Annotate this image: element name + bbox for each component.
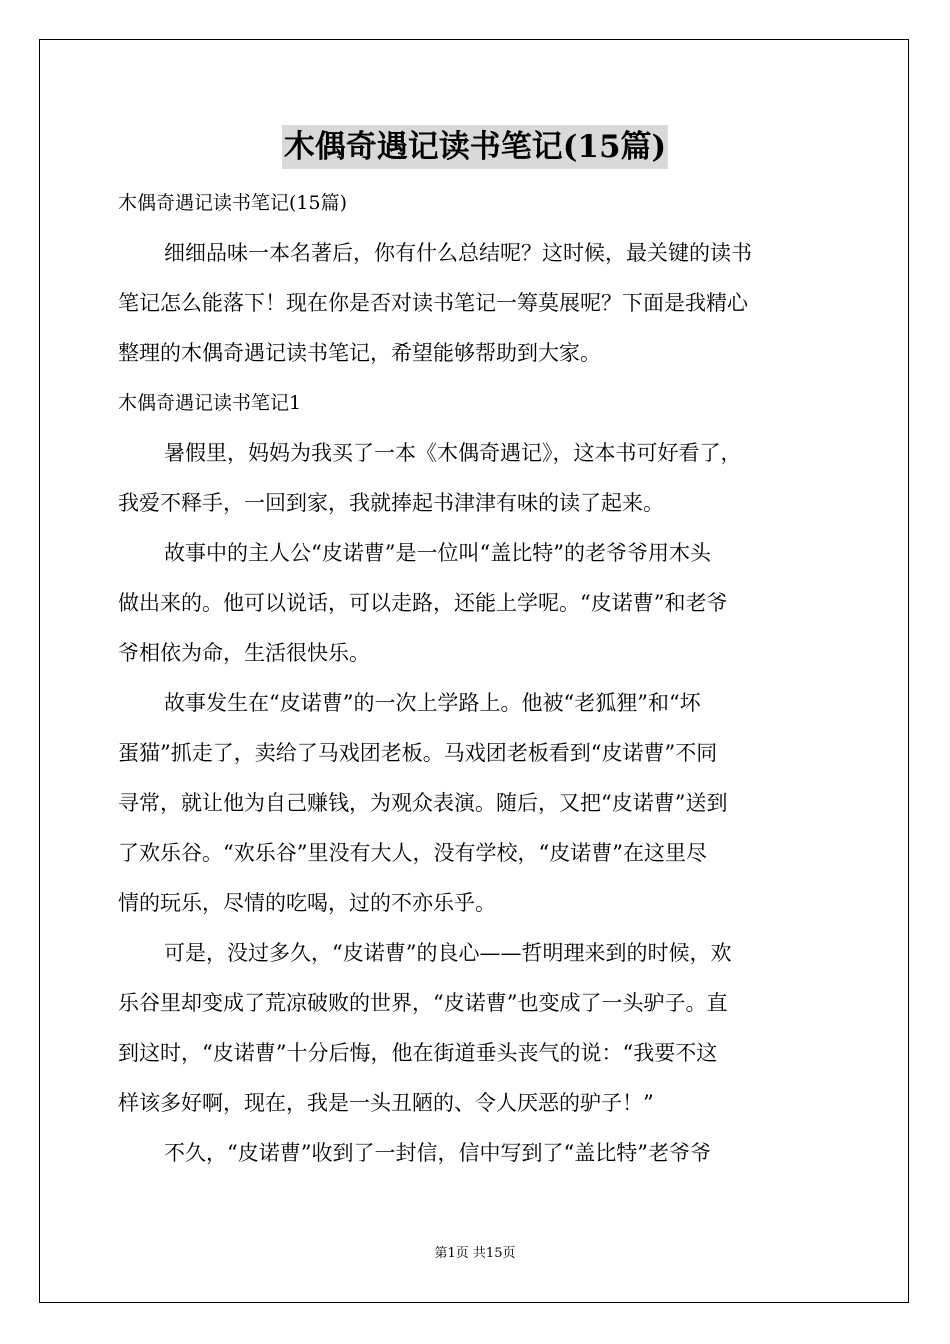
paragraph-line: 爷相依为命，生活很快乐。 (118, 641, 370, 665)
paragraph-line: 样该多好啊，现在，我是一头丑陋的、令人厌恶的驴子！” (118, 1091, 654, 1115)
paragraph-line: 做出来的。他可以说话，可以走路，还能上学呢。“皮诺曹”和老爷 (118, 591, 728, 615)
title-container (0, 125, 950, 169)
section-heading: 木偶奇遇记读书笔记1 (118, 392, 302, 414)
paragraph-line: 笔记怎么能落下！现在你是否对读书笔记一筹莫展呢？下面是我精心 (118, 291, 748, 315)
paragraph-line: 蛋猫”抓走了，卖给了马戏团老板。马戏团老板看到“皮诺曹”不同 (118, 741, 718, 765)
paragraph-line: 故事中的主人公“皮诺曹”是一位叫“盖比特”的老爷爷用木头 (164, 541, 711, 565)
paragraph-line: 细细品味一本名著后，你有什么总结呢？这时候，最关键的读书 (164, 241, 752, 265)
document-body (118, 178, 834, 1178)
paragraph-line: 故事发生在“皮诺曹”的一次上学路上。他被“老狐狸”和“坏 (164, 691, 701, 715)
paragraph-line: 可是，没过多久，“皮诺曹”的良心——哲明理来到的时候，欢 (164, 941, 732, 965)
paragraph-line: 乐谷里却变成了荒凉破败的世界，“皮诺曹”也变成了一头驴子。直 (118, 991, 728, 1015)
document-title: 木偶奇遇记读书笔记(15篇) (282, 125, 668, 169)
paragraph-line: 情的玩乐，尽情的吃喝，过的不亦乐乎。 (118, 891, 496, 915)
paragraph-line: 我爱不释手，一回到家，我就捧起书津津有味的读了起来。 (118, 491, 664, 515)
paragraph-line: 到这时，“皮诺曹”十分后悔，他在街道垂头丧气的说：“我要不这 (118, 1041, 718, 1065)
paragraph-line: 了欢乐谷。“欢乐谷”里没有大人，没有学校，“皮诺曹”在这里尽 (118, 841, 707, 865)
paragraph-line: 寻常，就让他为自己赚钱，为观众表演。随后，又把“皮诺曹”送到 (118, 791, 728, 815)
page-footer: 第1页 共15页 (434, 1246, 516, 1261)
paragraph-line: 暑假里，妈妈为我买了一本《木偶奇遇记》，这本书可好看了， (164, 441, 742, 465)
paragraph-line: 整理的木偶奇遇记读书笔记，希望能够帮助到大家。 (118, 341, 601, 365)
section-heading: 木偶奇遇记读书笔记(15篇) (118, 192, 348, 214)
paragraph-line: 不久，“皮诺曹”收到了一封信，信中写到了“盖比特”老爷爷 (164, 1141, 711, 1165)
